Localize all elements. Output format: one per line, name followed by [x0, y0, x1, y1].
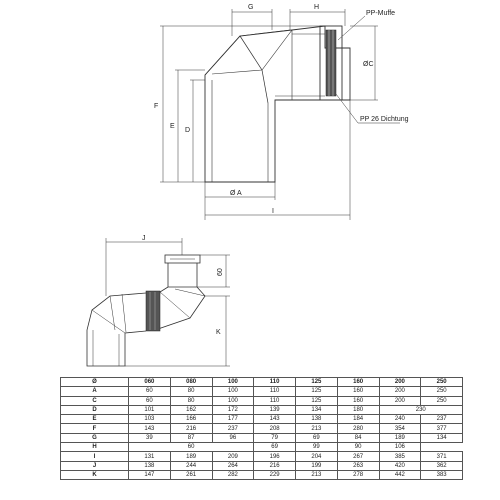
- table-cell: 230: [379, 405, 463, 414]
- table-cell: 80: [170, 387, 212, 396]
- table-row: [61, 470, 463, 479]
- table-row-key: K: [61, 470, 129, 479]
- table-row: [61, 433, 463, 442]
- table-cell: 184: [337, 415, 379, 424]
- table-cell: 250: [421, 387, 463, 396]
- table-body: [61, 387, 463, 480]
- table-cell: 261: [170, 470, 212, 479]
- table-cell: 196: [254, 452, 296, 461]
- table-cell: 216: [254, 461, 296, 470]
- dim-label-i: I: [272, 208, 274, 215]
- table-cell: 264: [212, 461, 254, 470]
- table-cell: 383: [421, 470, 463, 479]
- table-cell: 371: [421, 452, 463, 461]
- table-cell: 134: [421, 433, 463, 442]
- table-row-key: J: [61, 461, 129, 470]
- table-cell: 172: [212, 405, 254, 414]
- top-dimensions: [160, 9, 400, 220]
- bottom-elbow-view: [87, 255, 205, 366]
- table-cell: 237: [421, 415, 463, 424]
- table-row: [61, 405, 463, 414]
- dim-label-c: ØC: [363, 61, 374, 68]
- table-cell: 110: [254, 396, 296, 405]
- table-header-cell: 080: [170, 378, 212, 387]
- table-cell: 209: [212, 452, 254, 461]
- table-cell: 69: [254, 443, 296, 452]
- table-cell: 250: [421, 396, 463, 405]
- table-header-cell: 125: [296, 378, 338, 387]
- table-row: [61, 396, 463, 405]
- table-row-key: C: [61, 396, 129, 405]
- table-cell: 166: [170, 415, 212, 424]
- label-pp26-dichtung: PP 26 Dichtung: [360, 116, 409, 123]
- label-pp-muffe: PP-Muffe: [366, 10, 396, 17]
- table-cell: 282: [212, 470, 254, 479]
- table-row: [61, 387, 463, 396]
- table-cell: 131: [129, 452, 171, 461]
- table-cell: 125: [296, 387, 338, 396]
- table-cell: 60: [129, 443, 254, 452]
- table-cell: 110: [254, 387, 296, 396]
- table-cell: 100: [212, 396, 254, 405]
- dim-label-e: E: [170, 123, 175, 130]
- table-cell: 420: [379, 461, 421, 470]
- table-cell: 106: [379, 443, 421, 452]
- table-header-cell: 200: [379, 378, 421, 387]
- table-row-key: H: [61, 443, 129, 452]
- table-cell: 237: [212, 424, 254, 433]
- table-cell: 39: [129, 433, 171, 442]
- table-row: [61, 415, 463, 424]
- dim-label-k: K: [216, 329, 221, 336]
- table-cell: 362: [421, 461, 463, 470]
- table-row: [61, 443, 463, 452]
- table-row-key: D: [61, 405, 129, 414]
- table-cell: 147: [129, 470, 171, 479]
- table-cell: 99: [296, 443, 338, 452]
- table-cell: 216: [170, 424, 212, 433]
- table-cell: 80: [170, 396, 212, 405]
- table-cell: 189: [170, 452, 212, 461]
- table-cell: 200: [379, 396, 421, 405]
- table-cell: 240: [379, 415, 421, 424]
- table-cell: 138: [296, 415, 338, 424]
- dim-label-h: H: [314, 4, 320, 11]
- table-header-cell: 250: [421, 378, 463, 387]
- table-cell: 354: [379, 424, 421, 433]
- table-row: [61, 461, 463, 470]
- table-cell: 213: [296, 424, 338, 433]
- table-cell: 138: [129, 461, 171, 470]
- table-cell: 90: [337, 443, 379, 452]
- table-cell: 208: [254, 424, 296, 433]
- table-header-cell: 060: [129, 378, 171, 387]
- dim-label-d: D: [185, 127, 191, 134]
- table-cell: 213: [296, 470, 338, 479]
- table-cell: 377: [421, 424, 463, 433]
- table-cell: 229: [254, 470, 296, 479]
- table-row-key: E: [61, 415, 129, 424]
- table-row: [61, 424, 463, 433]
- top-elbow-view: [205, 26, 350, 182]
- table-row-key: F: [61, 424, 129, 433]
- dim-label-60: 60: [217, 268, 224, 276]
- dim-label-f: F: [154, 103, 159, 110]
- table-cell: 160: [337, 387, 379, 396]
- table-cell: 134: [296, 405, 338, 414]
- table-cell: 180: [337, 405, 379, 414]
- table-cell: 100: [212, 387, 254, 396]
- table-cell: 244: [170, 461, 212, 470]
- table-row-key: A: [61, 387, 129, 396]
- dim-label-g: G: [248, 4, 254, 11]
- table-header-row: [61, 378, 463, 387]
- table-header-key: Ø: [61, 378, 129, 387]
- table-cell: 60: [129, 387, 171, 396]
- table-cell: 143: [129, 424, 171, 433]
- table-cell: 79: [254, 433, 296, 442]
- table-cell: 204: [296, 452, 338, 461]
- table-cell: 278: [337, 470, 379, 479]
- table-cell: 101: [129, 405, 171, 414]
- table-cell: 60: [129, 396, 171, 405]
- dim-label-j: J: [142, 235, 146, 242]
- table-cell: 103: [129, 415, 171, 424]
- table-cell: 139: [254, 405, 296, 414]
- table-cell: 267: [337, 452, 379, 461]
- table-cell: 199: [296, 461, 338, 470]
- table-header-cell: 100: [212, 378, 254, 387]
- table-cell: 385: [379, 452, 421, 461]
- dimension-table: [60, 377, 463, 480]
- table-cell: 84: [337, 433, 379, 442]
- table-cell: 87: [170, 433, 212, 442]
- table-row: [61, 452, 463, 461]
- table-cell: 69: [296, 433, 338, 442]
- table-cell: 280: [337, 424, 379, 433]
- table-cell: 189: [379, 433, 421, 442]
- table-cell: 200: [379, 387, 421, 396]
- table-row-key: G: [61, 433, 129, 442]
- table-cell: 263: [337, 461, 379, 470]
- table-cell: 442: [379, 470, 421, 479]
- table-header-cell: 160: [337, 378, 379, 387]
- dim-label-a: Ø A: [230, 190, 242, 197]
- table-cell: 162: [170, 405, 212, 414]
- table-row-key: I: [61, 452, 129, 461]
- table-cell: 125: [296, 396, 338, 405]
- table-cell: 177: [212, 415, 254, 424]
- table-header-cell: 110: [254, 378, 296, 387]
- table-cell: 96: [212, 433, 254, 442]
- table-cell: 160: [337, 396, 379, 405]
- table-cell: 143: [254, 415, 296, 424]
